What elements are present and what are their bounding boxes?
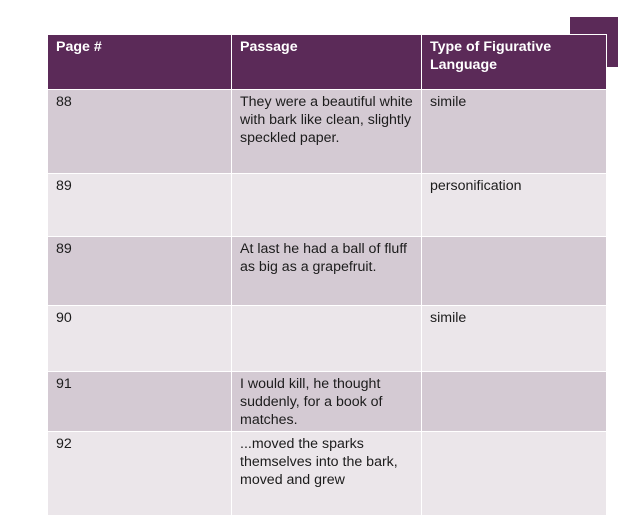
cell-page: 88 bbox=[48, 90, 232, 174]
cell-type: personification bbox=[422, 174, 607, 237]
header-page-number: Page # bbox=[48, 35, 232, 90]
header-figurative-type: Type of Figurative Language bbox=[422, 35, 607, 90]
figurative-language-table bbox=[47, 34, 607, 516]
cell-passage bbox=[232, 174, 422, 237]
table-row bbox=[48, 306, 607, 372]
table-row bbox=[48, 174, 607, 237]
cell-page: 91 bbox=[48, 372, 232, 432]
cell-page: 89 bbox=[48, 237, 232, 306]
header-passage: Passage bbox=[232, 35, 422, 90]
cell-type: simile bbox=[422, 306, 607, 372]
table-row bbox=[48, 432, 607, 516]
table-row bbox=[48, 237, 607, 306]
table-row bbox=[48, 372, 607, 432]
cell-passage bbox=[232, 306, 422, 372]
cell-type bbox=[422, 237, 607, 306]
cell-passage: They were a beautiful white with bark like clean, slightly speckled paper. bbox=[232, 90, 422, 174]
cell-page: 92 bbox=[48, 432, 232, 516]
cell-type bbox=[422, 432, 607, 516]
cell-page: 89 bbox=[48, 174, 232, 237]
cell-type: simile bbox=[422, 90, 607, 174]
cell-page: 90 bbox=[48, 306, 232, 372]
cell-passage: I would kill, he thought suddenly, for a book of matches. bbox=[232, 372, 422, 432]
cell-passage: ...moved the sparks themselves into the bark, moved and grew bbox=[232, 432, 422, 516]
table-row bbox=[48, 90, 607, 174]
table-header-row bbox=[48, 35, 607, 90]
cell-type bbox=[422, 372, 607, 432]
cell-passage: At last he had a ball of fluff as big as a grapefruit. bbox=[232, 237, 422, 306]
